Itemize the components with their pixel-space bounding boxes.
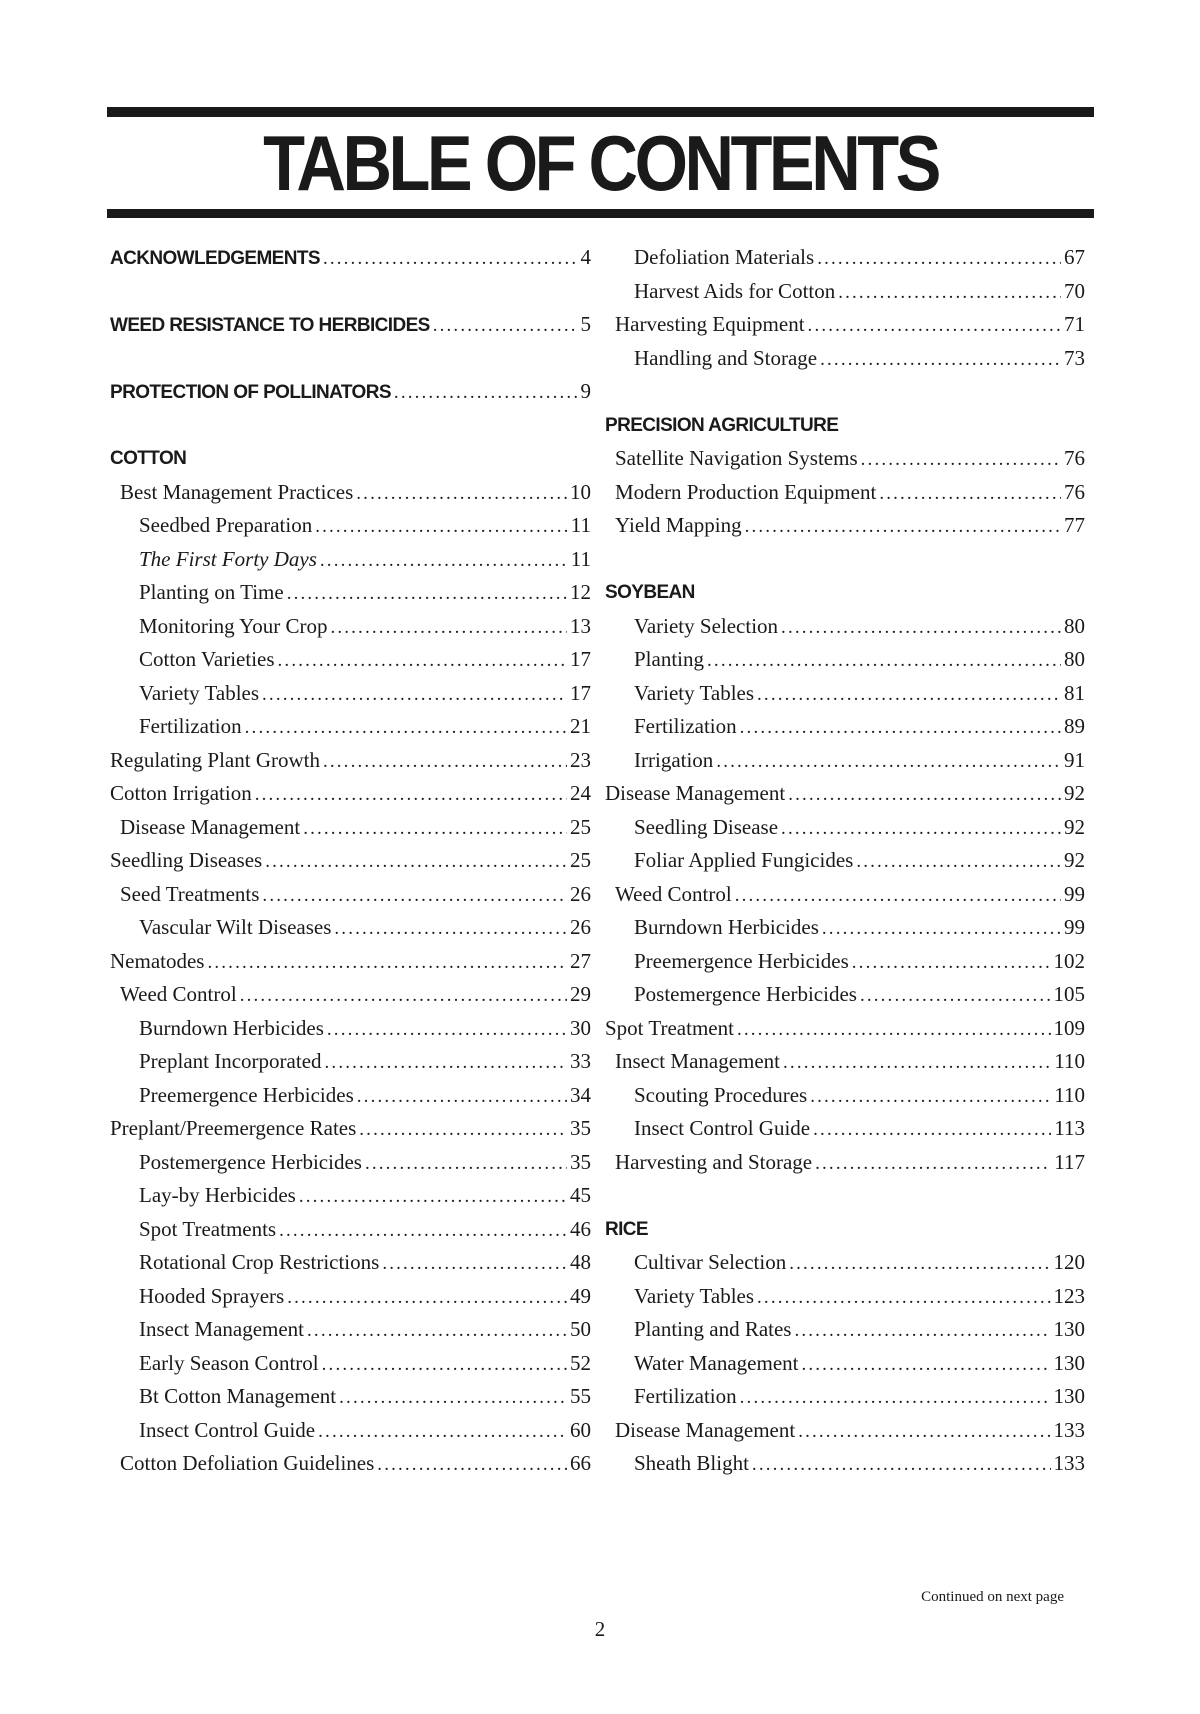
toc-entry-label: WEED RESISTANCE TO HERBICIDES	[110, 315, 430, 336]
dot-leader	[356, 477, 567, 510]
dot-leader	[330, 611, 567, 644]
toc-page-number: 130	[1053, 1317, 1085, 1341]
toc-page-number: 12	[570, 580, 591, 604]
toc-entry[interactable]	[110, 1213, 591, 1247]
toc-page-number: 123	[1053, 1283, 1085, 1308]
toc-page-number: 25	[570, 814, 591, 839]
toc-entry[interactable]	[605, 1045, 1085, 1079]
toc-entry-label: Planting on Time	[139, 580, 284, 604]
toc-entry-label: Seedbed Preparation	[139, 513, 313, 537]
toc-page-number: 91	[1064, 747, 1085, 772]
toc-entry[interactable]	[605, 777, 1085, 811]
toc-section-heading	[605, 576, 1085, 610]
toc-page-number: 92	[1064, 781, 1085, 805]
continued-note: Continued on next page	[921, 1589, 1064, 1605]
toc-entry-label: Planting	[634, 647, 705, 671]
toc-page-number: 76	[1064, 479, 1085, 504]
toc-left-column	[110, 241, 591, 1481]
dot-leader	[323, 242, 578, 275]
toc-page-number: 133	[1053, 1451, 1085, 1475]
toc-entry-label: Seed Treatments	[120, 881, 260, 906]
toc-entry-label: Planting and Rates	[634, 1317, 792, 1341]
toc-entry[interactable]	[605, 911, 1085, 945]
toc-page-number: 9	[580, 379, 591, 403]
toc-page-number: 35	[570, 1116, 591, 1140]
toc-entry[interactable]	[110, 543, 591, 577]
dot-leader	[320, 544, 568, 577]
toc-entry-label: Scouting Procedures	[634, 1082, 808, 1107]
toc-page-number: 27	[570, 948, 591, 973]
toc-page-number: 110	[1054, 1049, 1085, 1073]
toc-page-number: 46	[570, 1216, 591, 1241]
toc-page-number: 109	[1053, 1015, 1085, 1040]
page-number: 2	[594, 1617, 606, 1641]
toc-heading-label: COTTON	[110, 448, 187, 469]
dot-leader	[740, 711, 1061, 744]
toc-entry-label: Weed Control	[120, 982, 237, 1006]
toc-entry-label: Modern Production Equipment	[615, 479, 877, 504]
toc-heading-label: RICE	[605, 1218, 648, 1240]
toc-entry[interactable]	[605, 509, 1085, 543]
toc-page-number: 35	[570, 1149, 591, 1174]
dot-leader	[365, 1147, 567, 1180]
toc-section-entry[interactable]	[110, 308, 591, 342]
toc-page-number: 13	[570, 613, 591, 638]
toc-entry-label: Harvesting and Storage	[615, 1149, 813, 1174]
toc-entry-label: Insect Control Guide	[634, 1116, 811, 1140]
toc-entry[interactable]	[605, 1347, 1085, 1381]
toc-page-number: 76	[1064, 446, 1085, 470]
dot-leader	[377, 1448, 567, 1481]
toc-entry[interactable]	[110, 777, 591, 811]
toc-entry[interactable]	[605, 1380, 1085, 1414]
dot-leader	[262, 879, 567, 912]
dot-leader	[789, 1247, 1050, 1280]
toc-entry-label: Cultivar Selection	[634, 1250, 787, 1274]
toc-entry-label: Insect Management	[139, 1317, 305, 1341]
dot-leader	[794, 1314, 1050, 1347]
toc-page-number: 21	[570, 714, 591, 738]
toc-entry-label: Fertilization	[634, 714, 737, 738]
toc-page-number: 5	[580, 312, 591, 336]
toc-page-number: 10	[570, 479, 591, 504]
dot-leader	[334, 912, 567, 945]
toc-entry-label: Preemergence Herbicides	[139, 1082, 354, 1107]
dot-leader	[856, 845, 1061, 878]
dot-leader	[815, 1147, 1051, 1180]
toc-page-number: 77	[1064, 513, 1085, 537]
toc-section-entry[interactable]	[110, 241, 591, 275]
toc-entry[interactable]	[110, 1313, 591, 1347]
dot-leader	[798, 1415, 1050, 1448]
toc-page-number: 99	[1064, 881, 1085, 906]
toc-entry-label: Harvest Aids for Cotton	[634, 278, 836, 303]
dot-leader	[861, 443, 1061, 476]
bottom-rule	[107, 209, 1094, 218]
toc-entry[interactable]	[110, 945, 591, 979]
toc-page-number: 45	[570, 1183, 591, 1207]
toc-page-number: 67	[1064, 245, 1085, 269]
toc-entry-label: Disease Management	[605, 781, 786, 805]
toc-entry[interactable]	[605, 744, 1085, 778]
toc-entry-label: Insect Control Guide	[139, 1417, 316, 1442]
toc-page-number: 80	[1064, 647, 1085, 671]
toc-entry-label: Rotational Crop Restrictions	[139, 1250, 380, 1274]
dot-leader	[813, 1113, 1051, 1146]
toc-page-number: 23	[570, 747, 591, 772]
toc-entry-label: Disease Management	[120, 814, 301, 839]
toc-spacer	[605, 1179, 1085, 1213]
toc-page-number: 60	[570, 1417, 591, 1442]
toc-entry[interactable]	[605, 476, 1085, 510]
dot-leader	[318, 1415, 567, 1448]
toc-page-number: 99	[1064, 915, 1085, 939]
toc-entry-label: Preplant/Preemergence Rates	[110, 1116, 357, 1140]
dot-leader	[808, 309, 1061, 342]
toc-entry-label: Seedling Diseases	[110, 848, 263, 872]
toc-entry[interactable]	[605, 610, 1085, 644]
toc-entry[interactable]	[605, 878, 1085, 912]
toc-page-number: 71	[1064, 312, 1085, 336]
toc-spacer	[110, 409, 591, 443]
toc-page-number: 120	[1053, 1250, 1085, 1274]
toc-heading-label: SOYBEAN	[605, 582, 695, 603]
toc-entry[interactable]	[110, 1347, 591, 1381]
toc-entry[interactable]	[605, 1246, 1085, 1280]
toc-entry-label: Foliar Applied Fungicides	[634, 848, 854, 872]
dot-leader	[745, 510, 1061, 543]
toc-page-number: 89	[1064, 714, 1085, 738]
toc-page-number: 133	[1053, 1417, 1085, 1442]
toc-page-number: 26	[570, 915, 591, 939]
toc-entry-label: Seedling Disease	[634, 814, 779, 839]
toc-page-number: 92	[1064, 814, 1085, 839]
toc-page-number: 17	[570, 647, 591, 671]
toc-entry[interactable]	[110, 1079, 591, 1113]
toc-page-number: 24	[570, 781, 591, 805]
dot-leader	[357, 1080, 567, 1113]
dot-leader	[262, 678, 567, 711]
toc-entry[interactable]	[605, 241, 1085, 275]
toc-entry-label: The First Forty Days	[139, 546, 317, 571]
toc-entry[interactable]	[605, 945, 1085, 979]
toc-spacer	[110, 275, 591, 309]
dot-leader	[879, 477, 1061, 510]
toc-page-number: 25	[570, 848, 591, 872]
toc-spacer	[605, 543, 1085, 577]
toc-entry[interactable]	[110, 811, 591, 845]
toc-section-heading	[605, 409, 1085, 443]
toc-page-number: 29	[570, 982, 591, 1006]
dot-leader	[838, 276, 1061, 309]
toc-entry[interactable]	[605, 1414, 1085, 1448]
page-title: TABLE OF CONTENTS	[263, 119, 938, 207]
toc-right-column	[605, 241, 1085, 1481]
toc-entry-label: Cotton Defoliation Guidelines	[120, 1451, 375, 1475]
toc-entry-label: Preemergence Herbicides	[634, 948, 849, 973]
toc-heading-label: PRECISION AGRICULTURE	[605, 414, 839, 436]
toc-entry-label: Bt Cotton Management	[139, 1384, 337, 1408]
dot-leader	[315, 510, 568, 543]
toc-entry-label: Weed Control	[615, 881, 732, 906]
toc-entry[interactable]	[605, 1012, 1085, 1046]
toc-page-number: 113	[1054, 1116, 1085, 1140]
toc-entry[interactable]	[110, 677, 591, 711]
toc-entry-label: Spot Treatment	[605, 1015, 734, 1040]
toc-entry[interactable]	[605, 308, 1085, 342]
toc-entry-label: Lay-by Herbicides	[139, 1183, 296, 1207]
toc-entry-label: Insect Management	[615, 1049, 781, 1073]
dot-leader	[382, 1247, 567, 1280]
toc-section-entry[interactable]	[110, 375, 591, 409]
dot-leader	[810, 1080, 1051, 1113]
toc-entry[interactable]	[605, 442, 1085, 476]
toc-page-number: 105	[1053, 982, 1085, 1006]
toc-entry[interactable]	[605, 1280, 1085, 1314]
toc-page-number: 34	[570, 1082, 591, 1107]
toc-section-heading	[110, 442, 591, 476]
toc-entry-label: Harvesting Equipment	[615, 312, 805, 336]
toc-entry-label: Cotton Varieties	[139, 647, 275, 671]
toc-page-number: 30	[570, 1015, 591, 1040]
toc-page-number: 130	[1053, 1384, 1085, 1408]
toc-entry-label: Regulating Plant Growth	[110, 747, 320, 772]
toc-entry[interactable]	[110, 844, 591, 878]
toc-page-number: 11	[570, 513, 591, 537]
toc-entry-label: Preplant Incorporated	[139, 1049, 322, 1073]
dot-leader	[207, 946, 567, 979]
dot-leader	[781, 611, 1061, 644]
dot-leader	[735, 879, 1061, 912]
toc-entry-label: Defoliation Materials	[634, 245, 815, 269]
toc-page-number: 26	[570, 881, 591, 906]
dot-leader	[327, 1013, 567, 1046]
dot-leader	[740, 1381, 1051, 1414]
toc-page-number: 70	[1064, 278, 1085, 303]
toc-entry[interactable]	[605, 844, 1085, 878]
toc-page-number: 11	[570, 546, 591, 571]
dot-leader	[359, 1113, 567, 1146]
toc-entry[interactable]	[110, 1380, 591, 1414]
toc-entry[interactable]	[110, 878, 591, 912]
toc-entry-label: Vascular Wilt Diseases	[139, 915, 332, 939]
toc-entry[interactable]	[110, 509, 591, 543]
toc-entry[interactable]	[110, 643, 591, 677]
toc-page-number: 49	[570, 1283, 591, 1308]
toc-page-number: 80	[1064, 613, 1085, 638]
toc-page-number: 55	[570, 1384, 591, 1408]
toc-page-number: 102	[1053, 948, 1085, 973]
dot-leader	[752, 1448, 1051, 1481]
toc-entry-label: Burndown Herbicides	[139, 1015, 324, 1040]
dot-leader	[307, 1314, 567, 1347]
toc-entry-label: Early Season Control	[139, 1350, 319, 1375]
toc-entry-label: Spot Treatments	[139, 1216, 277, 1241]
toc-page-number: 4	[580, 245, 591, 269]
dot-leader	[860, 979, 1051, 1012]
dot-leader	[279, 1214, 567, 1247]
toc-entry-label: Postemergence Herbicides	[634, 982, 857, 1006]
dot-leader	[265, 845, 567, 878]
toc-entry[interactable]	[110, 1012, 591, 1046]
toc-entry[interactable]	[605, 1146, 1085, 1180]
toc-entry-label: Variety Selection	[634, 613, 779, 638]
toc-entry[interactable]	[605, 275, 1085, 309]
toc-entry-label: Burndown Herbicides	[634, 915, 819, 939]
dot-leader	[820, 343, 1061, 376]
toc-page-number: 33	[570, 1049, 591, 1073]
dot-leader	[817, 242, 1061, 275]
toc-entry-label: Fertilization	[634, 1384, 737, 1408]
toc-entry[interactable]	[605, 677, 1085, 711]
toc-spacer	[110, 342, 591, 376]
toc-page-number: 73	[1064, 345, 1085, 370]
dot-leader	[781, 812, 1061, 845]
dot-leader	[339, 1381, 567, 1414]
toc-page-number: 50	[570, 1317, 591, 1341]
dot-leader	[278, 644, 567, 677]
toc-entry-label: PROTECTION OF POLLINATORS	[110, 382, 391, 403]
toc-page-number: 81	[1064, 680, 1085, 705]
dot-leader	[801, 1348, 1050, 1381]
toc-section-heading	[605, 1213, 1085, 1247]
toc-page-number: 130	[1053, 1350, 1085, 1375]
toc-entry-label: Water Management	[634, 1350, 799, 1375]
toc-entry[interactable]	[110, 978, 591, 1012]
toc-entry[interactable]	[605, 1112, 1085, 1146]
dot-leader	[852, 946, 1051, 979]
dot-leader	[757, 678, 1061, 711]
toc-entry[interactable]	[605, 643, 1085, 677]
toc-entry[interactable]	[110, 610, 591, 644]
toc-entry[interactable]	[110, 1112, 591, 1146]
dot-leader	[325, 1046, 567, 1079]
toc-spacer	[605, 375, 1085, 409]
toc-entry-label: Postemergence Herbicides	[139, 1149, 362, 1174]
toc-entry[interactable]	[110, 1246, 591, 1280]
toc-entry[interactable]	[605, 811, 1085, 845]
toc-entry-label: Fertilization	[139, 714, 242, 738]
toc-entry[interactable]	[605, 1079, 1085, 1113]
toc-entry[interactable]	[110, 1045, 591, 1079]
toc-page-number: 110	[1054, 1082, 1085, 1107]
toc-page-number: 117	[1054, 1149, 1085, 1174]
toc-entry[interactable]	[605, 978, 1085, 1012]
dot-leader	[433, 309, 578, 342]
toc-entry-label: Cotton Irrigation	[110, 781, 252, 805]
dot-leader	[299, 1180, 567, 1213]
toc-entry[interactable]	[605, 342, 1085, 376]
dot-leader	[783, 1046, 1051, 1079]
toc-entry[interactable]	[110, 1179, 591, 1213]
toc-page-number: 66	[570, 1451, 591, 1475]
toc-entry-label: Best Management Practices	[120, 479, 354, 504]
toc-entry[interactable]	[110, 1280, 591, 1314]
toc-entry[interactable]	[605, 1447, 1085, 1481]
toc-entry-label: Yield Mapping	[615, 513, 742, 537]
toc-entry[interactable]	[110, 1447, 591, 1481]
toc-entry[interactable]	[110, 710, 591, 744]
toc-page-number: 92	[1064, 848, 1085, 872]
dot-leader	[707, 644, 1061, 677]
toc-entry-label: Nematodes	[110, 948, 205, 973]
dot-leader	[737, 1013, 1051, 1046]
toc-entry-label: Variety Tables	[139, 680, 260, 705]
toc-entry[interactable]	[110, 1146, 591, 1180]
dot-leader	[323, 745, 567, 778]
toc-entry-label: Irrigation	[634, 747, 714, 772]
toc-entry-label: Handling and Storage	[634, 345, 818, 370]
toc-entry[interactable]	[110, 576, 591, 610]
toc-entry-label: ACKNOWLEDGEMENTS	[110, 248, 320, 269]
toc-entry-label: Disease Management	[615, 1417, 796, 1442]
dot-leader	[287, 577, 567, 610]
dot-leader	[255, 778, 567, 811]
toc-entry-label: Hooded Sprayers	[139, 1283, 285, 1308]
dot-leader	[757, 1281, 1050, 1314]
dot-leader	[287, 1281, 567, 1314]
toc-entry[interactable]	[110, 911, 591, 945]
dot-leader	[322, 1348, 567, 1381]
toc-entry-label: Monitoring Your Crop	[139, 613, 328, 638]
toc-entry[interactable]	[110, 744, 591, 778]
toc-entry[interactable]	[605, 1313, 1085, 1347]
dot-leader	[822, 912, 1061, 945]
dot-leader	[245, 711, 567, 744]
toc-entry[interactable]	[110, 476, 591, 510]
toc-entry-label: Variety Tables	[634, 1283, 755, 1308]
dot-leader	[240, 979, 567, 1012]
toc-entry-label: Satellite Navigation Systems	[615, 446, 858, 470]
toc-entry[interactable]	[605, 710, 1085, 744]
toc-entry[interactable]	[110, 1414, 591, 1448]
toc-page-number: 17	[570, 680, 591, 705]
dot-leader	[788, 778, 1061, 811]
toc-entry-label: Sheath Blight	[634, 1451, 749, 1475]
toc-page-number: 48	[570, 1250, 591, 1274]
dot-leader	[394, 376, 578, 409]
dot-leader	[716, 745, 1061, 778]
toc-entry-label: Variety Tables	[634, 680, 755, 705]
dot-leader	[303, 812, 567, 845]
toc-page-number: 52	[570, 1350, 591, 1375]
